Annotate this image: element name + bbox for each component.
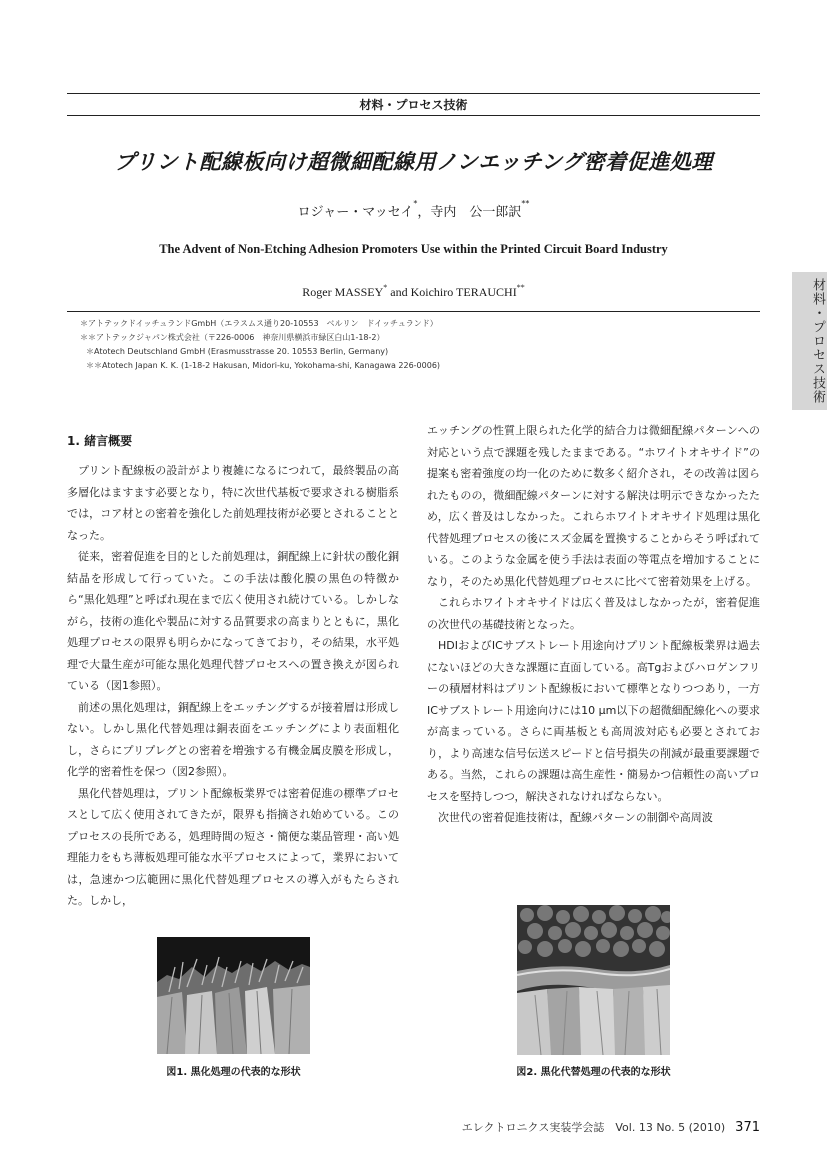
author2-ja-mark: **	[521, 199, 530, 208]
author1-en: Roger MASSEY	[302, 285, 384, 299]
paragraph: これらホワイトオキサイドは広く普及はしなかったが，密着促進の次世代の基礎技術となった。	[427, 596, 760, 631]
author2-en-mark: **	[516, 283, 525, 292]
figure1-micrograph	[157, 937, 310, 1054]
paragraph: HDIおよびICサブストレート用途向けプリント配線板業界は過去にないほどの大きな課題に直面している。高Tgおよびハロゲンフリーの積層材料はプリント配線板において標準となりつつあり，一方ICサブストレート用途向けには10 μm以下の超微細配線化への要求が高まっている。さらに両基板とも高周波対応も必要とされており，より高速な信号伝送スピードと信号損失の削減が最重要課題である。当然，これらの課題は高生産性・簡易かつ信頼性の高いプロセスを堅持しつつ，解決されなければならない。	[427, 639, 760, 803]
page-number: 371	[735, 1120, 760, 1135]
alternative-oxide-image	[517, 905, 670, 1055]
journal-name: エレクトロニクス実装学会誌 Vol. 13 No. 5 (2010)	[461, 1121, 726, 1134]
affiliation-rule	[67, 311, 760, 312]
section-heading: 1. 緒言概要	[67, 434, 133, 448]
section-label: 材料・プロセス技術	[359, 98, 468, 112]
right-column	[427, 420, 760, 829]
author1-ja: ロジャー・マッセイ	[297, 205, 414, 220]
author2-ja: ，寺内 公一郎訳	[417, 205, 522, 220]
figure1-caption: 図1. 黒化処理の代表的な形状	[166, 1067, 301, 1078]
affiliation-line: ＊Atotech Deutschland GmbH (Erasmusstrasse 20. 10553 Berlin, Germany)	[86, 347, 389, 356]
figure2-caption: 図2. 黒化代替処理の代表的な形状	[516, 1067, 671, 1078]
author2-en: and Koichiro TERAUCHI	[387, 285, 517, 299]
affiliation-line: ＊アトテックドイッチュランドGmbH（エラスムス通り20-10553 ベルリン ドイッチュランド）	[80, 319, 438, 328]
title-english: The Advent of Non-Etching Adhesion Promoters Use within the Printed Circuit Board Industry	[159, 242, 668, 256]
paragraph: 次世代の密着促進技術は，配線パターンの制御や高周波	[438, 811, 713, 824]
black-oxide-image	[157, 937, 310, 1054]
section-rule	[67, 115, 760, 116]
footer	[427, 1119, 760, 1135]
paragraph: プリント配線板の設計がより複雑になるにつれて，最終製品の高多層化はますます必要となり，特に次世代基板で要求される樹脂系では，コア材との密着を強化した前処理技術が必要とされることとなった。	[67, 464, 399, 542]
affiliations	[80, 317, 440, 373]
authors-english	[67, 285, 760, 300]
side-tab-label: 材料・プロセス技術	[810, 278, 825, 404]
top-rule	[67, 93, 760, 94]
affiliation-line: ＊＊アトテックジャパン株式会社（〒226-0006 神奈川県横浜市緑区白山1-18-2）	[80, 333, 385, 342]
paragraph: 黒化代替処理は，プリント配線板業界では密着促進の標準プロセスとして広く使用されてきたが，限界も指摘され始めている。このプロセスの長所である，処理時間の短さ・簡便な薬品管理・高い処理能力をもち薄板処理可能な水平プロセスによって，業界においては，急速かつ広範囲に黒化代替処理プロセスの導入がもたらされた。しかし，	[67, 786, 399, 907]
author1-en-mark: *	[383, 283, 388, 292]
title-japanese: プリント配線板向け超微細配線用ノンエッチング密着促進処理	[114, 150, 713, 174]
paragraph: エッチングの性質上限られた化学的結合力は微細配線パターンへの対応という点で課題を残したままである。“ホワイトオキサイド”の提案も密着強度の均一化のために数多く紹介され，その改善は図られたものの，微細配線パターンに対する解決は明示できなかったため，広く普及はしなかった。これらホワイトオキサイド処理は黒化代替処理プロセスの後にスズ金属を置換することからそう呼ばれている。このような金属を使う手法は表面の等電点を増加することになり，そのため黒化代替処理プロセスに比べて密着効果を上げる。	[427, 424, 760, 588]
authors-japanese	[67, 201, 760, 220]
paragraph: 前述の黒化処理は，銅配線上をエッチングするが接着層は形成しない。しかし黒化代替処理は銅表面をエッチングにより表面粗化し，さらにプリプレグとの密着を増強する有機金属皮膜を形成し，化学的密着性を保つ（図2参照）。	[67, 700, 399, 778]
affiliation-line: ＊＊Atotech Japan K. K. (1-18-2 Hakusan, Midori-ku, Yokohama-shi, Kanagawa 226-0006)	[86, 361, 441, 370]
left-column	[67, 460, 399, 912]
paragraph: 従来，密着促進を目的とした前処理は，銅配線上に針状の酸化銅結晶を形成して行っていた。この手法は酸化膜の黒色の特徴から“黒化処理”と呼ばれ現在まで広く使用され続けている。しかしながら，技術の進化や製品に対する品質要求の高まりとともに，黒化処理プロセスの限界も明らかになってきており，その結果，水平処理で大量生産が可能な黒化処理代替プロセスへの置き換えが図られている（図1参照）。	[67, 550, 399, 692]
figure2-micrograph	[517, 905, 670, 1055]
author1-ja-mark: *	[413, 199, 418, 208]
side-tab	[792, 272, 827, 410]
